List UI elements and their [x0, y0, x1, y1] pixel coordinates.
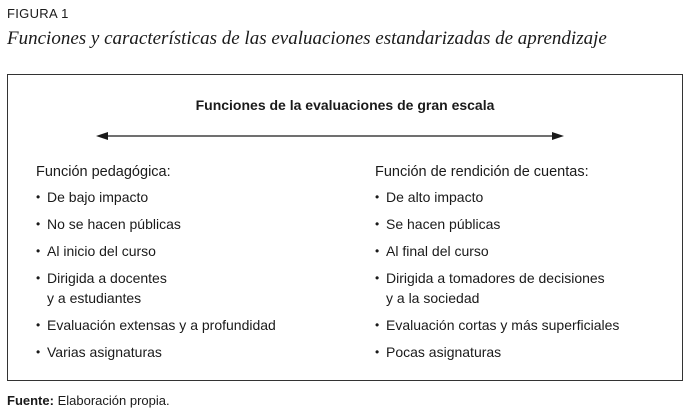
pedagogical-function-title: Función pedagógica:: [36, 164, 171, 180]
pedagogical-function-list: [36, 187, 276, 362]
list-item: • Se hacen públicas: [375, 216, 501, 232]
functions-box: [7, 74, 683, 381]
box-heading: Funciones de la evaluaciones de gran escala: [195, 97, 495, 113]
figure-title: Funciones y características de las evaluaciones estandarizadas de aprendizaje: [7, 28, 607, 49]
bullet-icon: •: [36, 217, 41, 231]
list-item: • Varias asignaturas: [36, 344, 162, 360]
list-item: • Evaluación extensas y a profundidad: [36, 317, 276, 333]
accountability-function-title: Función de rendición de cuentas:: [375, 164, 589, 180]
bullet-icon: •: [375, 244, 380, 258]
source-text: Elaboración propia.: [53, 393, 170, 408]
bullet-icon: •: [375, 271, 380, 285]
bullet-icon: •: [36, 190, 41, 204]
source-note: [7, 393, 170, 408]
bullet-icon: •: [375, 217, 380, 231]
list-item: • Dirigida a tomadores de decisiones y a la sociedad: [375, 270, 605, 306]
list-item: • Evaluación cortas y más superficiales: [375, 317, 620, 333]
pedagogical-function-column: [36, 164, 276, 369]
bullet-icon: •: [375, 318, 380, 332]
bullet-icon: •: [375, 190, 380, 204]
figure-label: FIGURA 1: [7, 6, 69, 21]
list-item: • De bajo impacto: [36, 189, 149, 205]
list-item: • Pocas asignaturas: [375, 344, 502, 360]
bullet-icon: •: [36, 244, 41, 258]
list-item: • De alto impacto: [375, 189, 484, 205]
list-item: • No se hacen públicas: [36, 216, 181, 232]
list-item: • Dirigida a docentes y a estudiantes: [36, 270, 167, 306]
accountability-function-column: [375, 164, 619, 369]
bullet-icon: •: [36, 271, 41, 285]
list-item: • Al final del curso: [375, 243, 489, 259]
list-item: • Al inicio del curso: [36, 243, 156, 259]
bullet-icon: •: [36, 318, 41, 332]
double-arrow-icon: [96, 129, 564, 143]
source-label: Fuente:: [7, 393, 54, 408]
accountability-function-list: [375, 187, 619, 362]
bullet-icon: •: [375, 345, 380, 359]
bullet-icon: •: [36, 345, 41, 359]
